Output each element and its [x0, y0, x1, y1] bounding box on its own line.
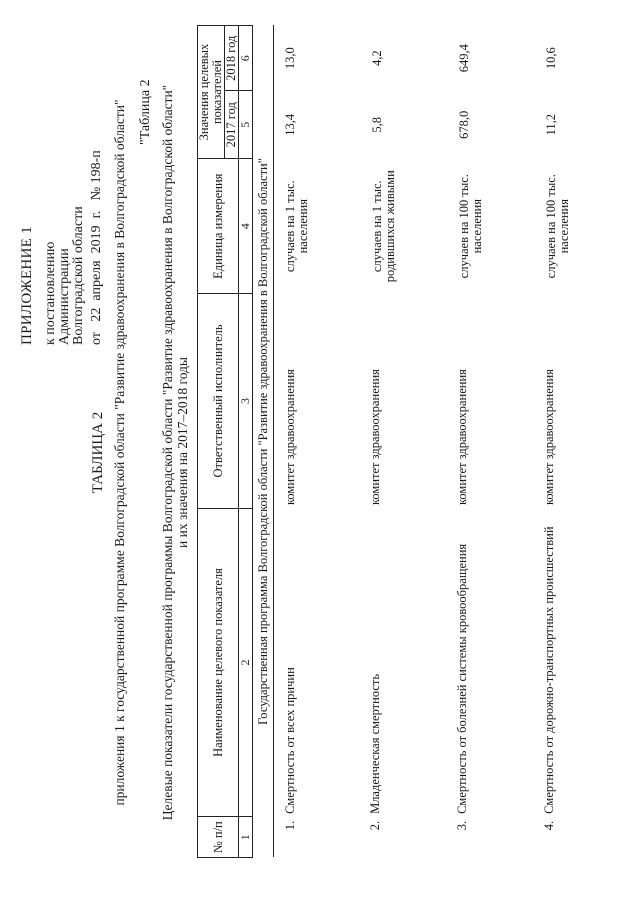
section-title: Государственная программа Волгоградской области "Развитие здравоохранения в Волгоградской области": [253, 26, 274, 858]
row-executor: комитет здравоохранения: [283, 369, 297, 506]
row-value-2017: 5,8: [370, 116, 384, 133]
heading-line-2: и их значения на 2017–2018 годы: [175, 357, 190, 548]
row-value-2018: 13,0: [283, 47, 297, 70]
row-executor: комитет здравоохранения: [368, 369, 382, 506]
header-values: Значения целевых показателей: [198, 26, 225, 159]
header-executor: Ответственный исполнитель: [198, 294, 239, 508]
row-value-2018: 10,6: [544, 47, 558, 70]
header-name: Наименование целевого показателя: [198, 508, 239, 817]
table-reference: "Таблица 2: [138, 79, 153, 145]
row-value-2018: 4,2: [370, 50, 384, 67]
column-number: 2: [239, 508, 253, 817]
row-number: 1.: [283, 820, 297, 831]
row-indicator: Смертность от болезней системы кровообращения: [455, 543, 469, 814]
header-num: № п/п: [198, 817, 239, 858]
appendix-line-3: Волгоградской области: [71, 206, 86, 345]
table-heading: [160, 40, 190, 865]
row-number: 3.: [455, 820, 469, 831]
row-unit: случаев на 1 тыс. родившихся живыми: [370, 170, 397, 283]
row-executor: комитет здравоохранения: [455, 369, 469, 506]
row-indicator: Младенческая смертность: [368, 673, 382, 814]
row-unit: случаев на 100 тыс. населения: [544, 174, 571, 279]
header-2017: 2017 год: [225, 91, 239, 159]
row-unit: случаев на 1 тыс. населения: [283, 180, 310, 273]
row-value-2017: 13,4: [283, 113, 297, 136]
column-number: 4: [239, 159, 253, 294]
row-value-2017: 678,0: [457, 110, 471, 139]
row-value-2018: 649,4: [457, 44, 471, 73]
appendix-line-2: Администрации: [57, 248, 72, 345]
table-row: [533, 26, 620, 858]
table-word: ТАБЛИЦА 2: [90, 411, 106, 494]
header-2018: 2018 год: [225, 26, 239, 91]
appendix-line-1: к постановлению: [43, 241, 58, 345]
column-number: 1: [239, 817, 253, 858]
heading-line-1: Целевые показатели государственной программы Волгоградской области "Развитие здравоохранения в Волгоградской области": [160, 84, 175, 821]
row-unit: случаев на 100 тыс. населения: [457, 174, 484, 279]
row-indicator: Смертность от всех причин: [283, 667, 297, 814]
table-subtitle: приложения 1 к государственной программе Волгоградской области "Развитие здравоохранения в Волгоградской области": [112, 99, 127, 806]
table-row: [446, 26, 533, 858]
row-number: 2.: [368, 820, 382, 831]
row-number: 4.: [542, 820, 556, 831]
row-indicator: Смертность от дорожно-транспортных происшествий: [542, 526, 556, 814]
row-value-2017: 11,2: [544, 114, 558, 136]
indicators-table: [197, 25, 620, 858]
header-unit: Единица измерения: [198, 159, 239, 294]
column-number: 3: [239, 294, 253, 508]
table-row: [359, 26, 446, 858]
column-number: 6: [239, 26, 253, 91]
column-number: 5: [239, 91, 253, 159]
table-row: [274, 26, 360, 858]
appendix-title: ПРИЛОЖЕНИЕ 1: [19, 226, 35, 345]
row-executor: комитет здравоохранения: [542, 369, 556, 506]
appendix-date-line: от 22 апреля 2019 г. № 198-п: [89, 150, 104, 345]
